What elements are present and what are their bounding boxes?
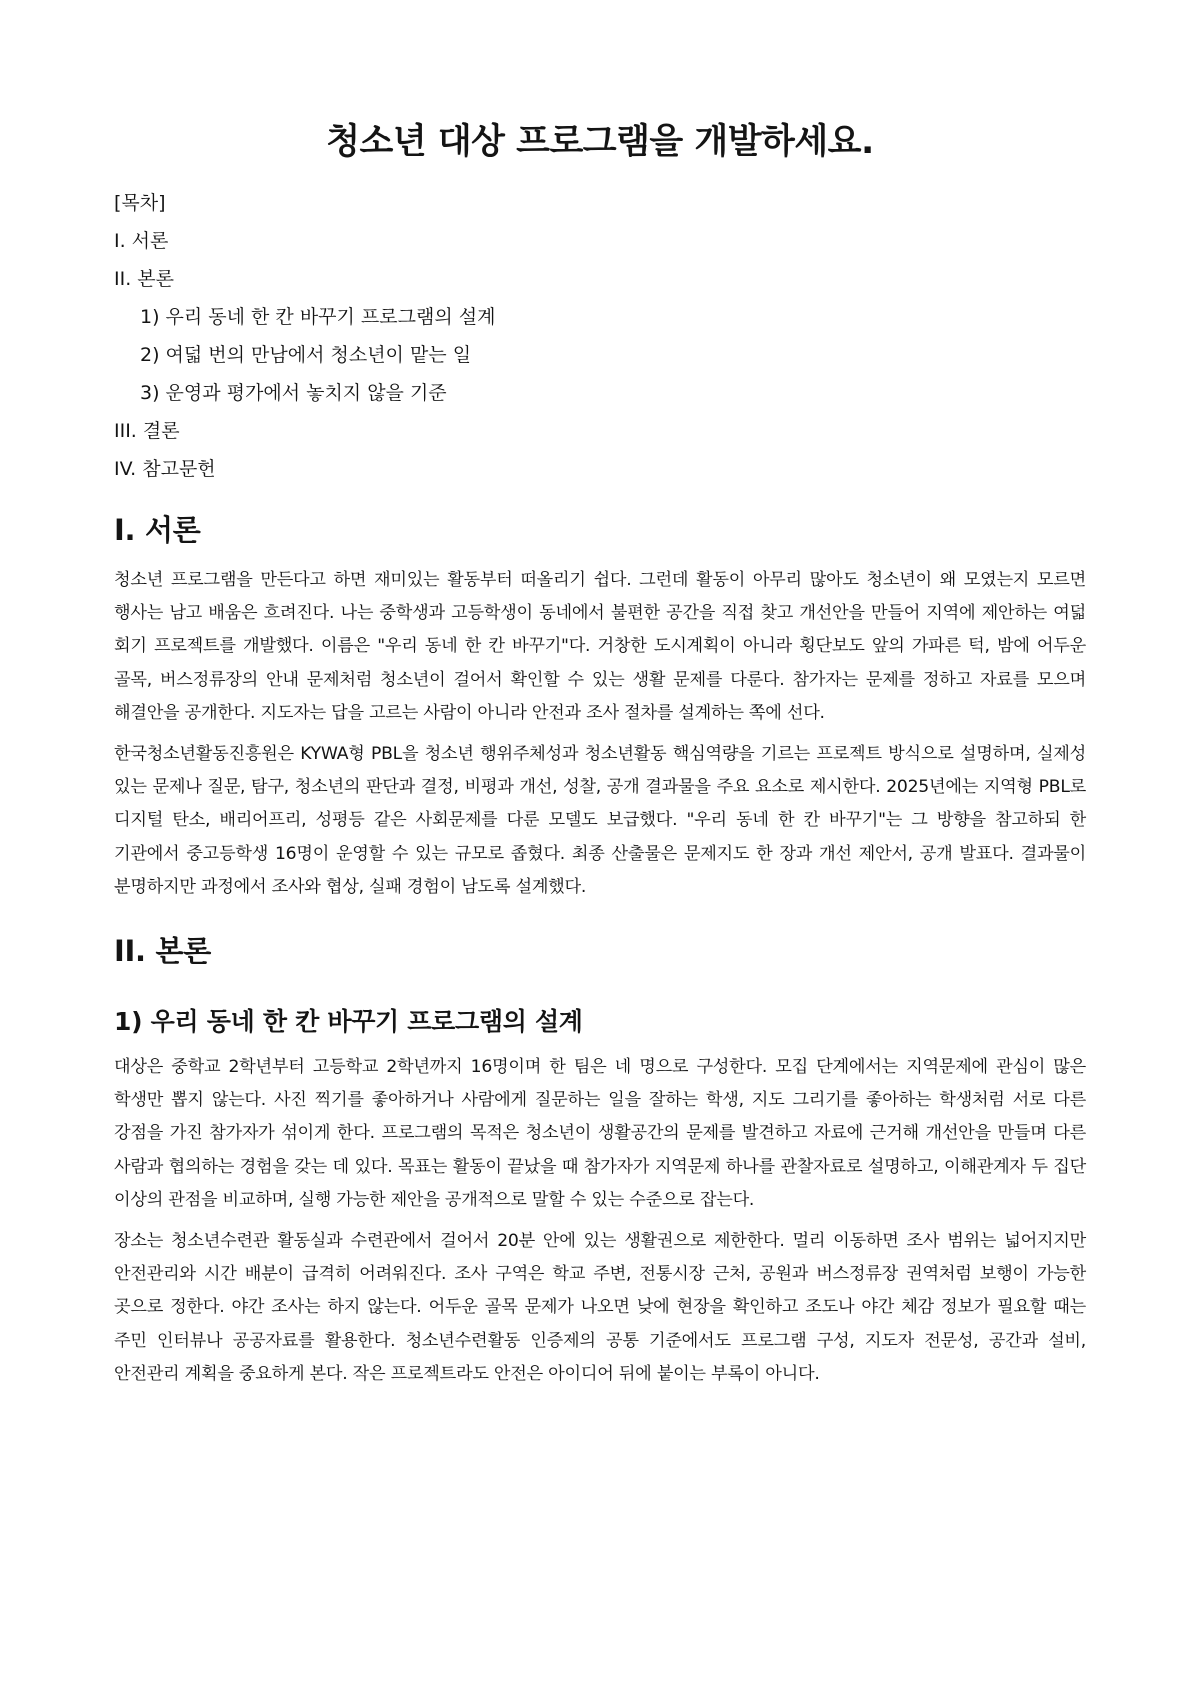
toc-item-body-3: 3) 운영과 평가에서 놓치지 않을 기준: [140, 382, 447, 404]
toc-item-references: IV. 참고문헌: [114, 458, 216, 480]
introduction-paragraph-1: 청소년 프로그램을 만든다고 하면 재미있는 활동부터 떠올리기 쉽다. 그런데 활동이 아무리 많아도 청소년이 왜 모였는지 모르면 행사는 남고 배움은 흐려진다. 나는 중학생과 고등학생이 동네에서 불편한 공간을 직접 찾고 개선안을 만들어 지역에 제안하는 여덟 회기 프로젝트를 개발했다. 이름은 "우리 동네 한 칸 바꾸기"다. 거창한 도시계획이 아니라 횡단보도 앞의 가파른 턱, 밤에 어두운 골목, 버스정류장의 안내 문제처럼 청소년이 걸어서 확인할 수 있는 생활 문제를 다룬다. 참가자는 문제를 정하고 자료를 모으며 해결안을 공개한다. 지도자는 답을 고르는 사람이 아니라 안전과 조사 절차를 설계하는 쪽에 선다.: [114, 570, 1086, 723]
toc-item-body-2: 2) 여덟 번의 만남에서 청소년이 맡는 일: [140, 344, 472, 366]
toc-heading: [목차]: [114, 192, 166, 214]
toc-item-introduction: I. 서론: [114, 230, 169, 252]
section-heading-body: II. 본론: [114, 934, 211, 969]
toc-item-conclusion: III. 결론: [114, 420, 180, 442]
program-design-paragraph-2: 장소는 청소년수련관 활동실과 수련관에서 걸어서 20분 안에 있는 생활권으로 제한한다. 멀리 이동하면 조사 범위는 넓어지지만 안전관리와 시간 배분이 급격히 어려워진다. 조사 구역은 학교 주변, 전통시장 근처, 공원과 버스정류장 권역처럼 보행이 가능한 곳으로 정한다. 야간 조사는 하지 않는다. 어두운 골목 문제가 나오면 낮에 현장을 확인하고 조도나 야간 체감 정보가 필요할 때는 주민 인터뷰나 공공자료를 활용한다. 청소년수련활동 인증제의 공통 기준에서도 프로그램 구성, 지도자 전문성, 공간과 설비, 안전관리 계획을 중요하게 본다. 작은 프로젝트라도 안전은 아이디어 뒤에 붙이는 부록이 아니다.: [114, 1231, 1086, 1384]
table-of-contents: [114, 184, 1086, 488]
toc-item-body-1: 1) 우리 동네 한 칸 바꾸기 프로그램의 설계: [140, 306, 496, 328]
introduction-paragraph-2: 한국청소년활동진흥원은 KYWA형 PBL을 청소년 행위주체성과 청소년활동 핵심역량을 기르는 프로젝트 방식으로 설명하며, 실제성 있는 문제나 질문, 탐구, 청소년의 판단과 결정, 비평과 개선, 성찰, 공개 결과물을 주요 요소로 제시한다. 2025년에는 지역형 PBL로 디지털 탄소, 배리어프리, 성평등 같은 사회문제를 다룬 모델도 보급했다. "우리 동네 한 칸 바꾸기"는 그 방향을 참고하되 한 기관에서 중고등학생 16명이 운영할 수 있는 규모로 좁혔다. 최종 산출물은 문제지도 한 장과 개선 제안서, 공개 발표다. 결과물이 분명하지만 과정에서 조사와 협상, 실패 경험이 남도록 설계했다.: [114, 744, 1086, 897]
program-design-paragraph-1: 대상은 중학교 2학년부터 고등학교 2학년까지 16명이며 한 팀은 네 명으로 구성한다. 모집 단계에서는 지역문제에 관심이 많은 학생만 뽑지 않는다. 사진 찍기를 좋아하거나 사람에게 질문하는 일을 잘하는 학생, 지도 그리기를 좋아하는 학생처럼 서로 다른 강점을 가진 참가자가 섞이게 한다. 프로그램의 목적은 청소년이 생활공간의 문제를 발견하고 자료에 근거해 개선안을 만들며 다른 사람과 협의하는 경험을 갖는 데 있다. 목표는 활동이 끝났을 때 참가자가 지역문제 하나를 관찰자료로 설명하고, 이해관계자 두 집단 이상의 관점을 비교하며, 실행 가능한 제안을 공개적으로 말할 수 있는 수준으로 잡는다.: [114, 1057, 1086, 1210]
toc-item-body: II. 본론: [114, 268, 174, 290]
section-heading-introduction: I. 서론: [114, 513, 201, 547]
subsection-heading-program-design: 1) 우리 동네 한 칸 바꾸기 프로그램의 설계: [114, 1007, 583, 1037]
document-title: 청소년 대상 프로그램을 개발하세요.: [326, 122, 874, 162]
